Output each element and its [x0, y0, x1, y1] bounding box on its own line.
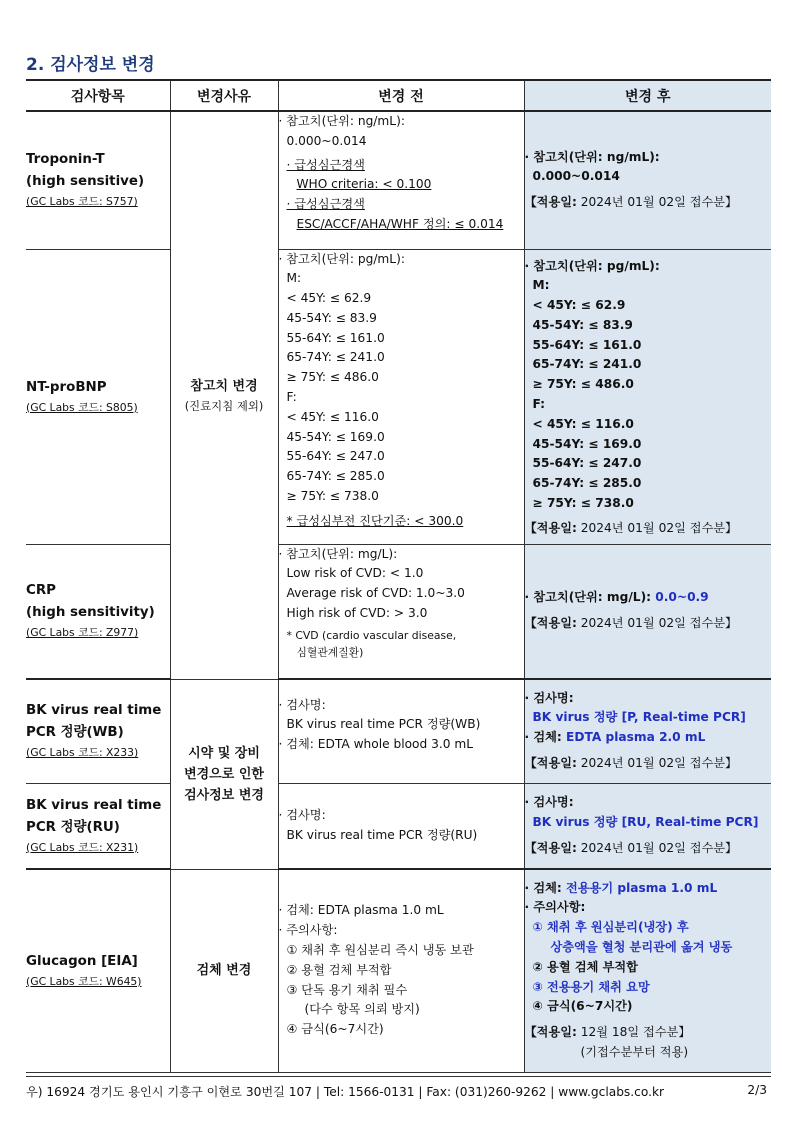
- footer-divider: [26, 1076, 771, 1077]
- item-cell: [26, 869, 170, 1072]
- item-code: (GC Labs 코드: S757): [26, 195, 138, 209]
- item-cell: [26, 249, 170, 544]
- item-name: Troponin-T: [26, 152, 105, 168]
- before-note: * CVD (cardio vascular disease,: [286, 628, 457, 642]
- table-row: [26, 249, 771, 544]
- after-value-line: ≥ 75Y: ≤ 486.0: [532, 377, 634, 392]
- apply-text: 2024년 01월 02일 접수분】: [576, 756, 738, 771]
- after-value-line: < 45Y: ≤ 116.0: [532, 416, 634, 431]
- apply-date: [525, 519, 772, 539]
- after-line: · 주의사항:: [524, 900, 586, 915]
- before-line: · 검체: EDTA plasma 1.0 mL: [278, 903, 444, 918]
- after-line: ② 용혈 검체 부적합: [532, 959, 638, 974]
- before-line: ≥ 75Y: ≤ 738.0: [286, 489, 379, 504]
- after-line: · 참고치(단위: ng/mL):: [524, 149, 660, 164]
- footer: [26, 1083, 771, 1100]
- page-number: 2/3: [747, 1083, 767, 1097]
- table-row: [26, 111, 771, 249]
- before-line: · 검사명:: [278, 697, 326, 712]
- apply-label: 【적용일:: [524, 520, 577, 535]
- before-note: 심혈관계질환): [296, 645, 364, 659]
- before-line: ① 채취 후 원심분리 즉시 냉동 보관: [286, 943, 474, 958]
- before-line: Average risk of CVD: 1.0~3.0: [286, 586, 465, 601]
- table-row: [26, 783, 771, 869]
- table-row: [26, 679, 771, 783]
- apply-text: 2024년 01월 02일 접수분】: [576, 616, 738, 631]
- item-name-sub: PCR 정량(WB): [26, 725, 124, 741]
- apply-text: 2024년 01월 02일 접수분】: [576, 520, 738, 535]
- reason-line: 검사정보 변경: [184, 787, 264, 803]
- after-value-line: 45-54Y: ≤ 83.9: [532, 317, 633, 332]
- apply-date: [525, 193, 772, 213]
- after-value-line: 65-74Y: ≤ 285.0: [532, 476, 642, 491]
- after-value: BK virus 정량 [P, Real-time PCR]: [532, 710, 746, 725]
- header-reason: 변경사유: [170, 80, 278, 111]
- item-cell: [26, 679, 170, 783]
- before-cell: [278, 544, 524, 679]
- after-value-line: 55-64Y: ≤ 161.0: [532, 337, 642, 352]
- after-value-line: F:: [532, 397, 546, 412]
- before-line: ③ 단독 용기 채취 필수: [286, 982, 408, 997]
- item-code: (GC Labs 코드: X231): [26, 840, 139, 854]
- before-line: (다수 항목 의뢰 방지): [304, 1002, 420, 1017]
- before-line: · 검사명:: [278, 807, 326, 822]
- after-cell: [524, 544, 771, 679]
- before-line: 0.000~0.014: [286, 133, 367, 148]
- apply-text: 2024년 01월 02일 접수분】: [576, 195, 738, 210]
- after-value-line: 65-74Y: ≤ 241.0: [532, 357, 642, 372]
- after-value: 전용용기 plasma 1.0 mL: [566, 880, 718, 895]
- reason-cell: [170, 111, 278, 679]
- apply-date: [525, 614, 772, 634]
- apply-label: 【적용일:: [524, 195, 577, 210]
- after-value-line: 55-64Y: ≤ 247.0: [532, 456, 642, 471]
- before-line: 45-54Y: ≤ 83.9: [286, 310, 377, 325]
- header-before: 변경 전: [278, 80, 524, 111]
- before-line: M:: [286, 271, 302, 286]
- after-line: [525, 728, 772, 748]
- reason-line: 시약 및 장비: [188, 745, 260, 761]
- after-value: BK virus 정량 [RU, Real-time PCR]: [532, 814, 759, 829]
- item-code: (GC Labs 코드: S805): [26, 400, 138, 414]
- after-cell: [524, 783, 771, 869]
- apply-label: 【적용일:: [524, 616, 577, 631]
- after-cell: [524, 111, 771, 249]
- before-line: · 주의사항:: [278, 923, 338, 938]
- before-cell: [278, 679, 524, 783]
- after-value-line: 45-54Y: ≤ 169.0: [532, 436, 642, 451]
- apply-text: 2024년 01월 02일 접수분】: [576, 840, 738, 855]
- before-line: WHO criteria: < 0.100: [296, 177, 432, 192]
- before-cell: [278, 869, 524, 1072]
- before-cell: [278, 249, 524, 544]
- after-line: [525, 879, 772, 899]
- after-value-line: < 45Y: ≤ 62.9: [532, 298, 626, 313]
- before-line: High risk of CVD: > 3.0: [286, 605, 428, 620]
- before-line: ② 용혈 검체 부적합: [286, 962, 392, 977]
- table-row: [26, 869, 771, 1072]
- before-line: BK virus real time PCR 정량(RU): [286, 827, 478, 842]
- after-cell: [524, 249, 771, 544]
- apply-label: 【적용일:: [524, 1025, 577, 1040]
- after-label: · 검체:: [524, 880, 567, 895]
- before-line: 55-64Y: ≤ 247.0: [286, 449, 385, 464]
- before-line: Low risk of CVD: < 1.0: [286, 566, 424, 581]
- after-line: · 참고치(단위: pg/mL):: [524, 258, 660, 273]
- after-value-line: ≥ 75Y: ≤ 738.0: [532, 496, 634, 511]
- before-cell: [278, 111, 524, 249]
- before-cell: [278, 783, 524, 869]
- before-line: ESC/ACCF/AHA/WHF 정의: ≤ 0.014: [296, 216, 504, 231]
- reason-main: 참고치 변경: [190, 378, 258, 394]
- before-line: < 45Y: ≤ 116.0: [286, 409, 379, 424]
- before-line: ≥ 75Y: ≤ 486.0: [286, 370, 379, 385]
- item-name: BK virus real time: [26, 703, 162, 719]
- section-title: 2. 검사정보 변경: [26, 55, 155, 75]
- reason-cell: [170, 869, 278, 1072]
- before-line: · 참고치(단위: pg/mL):: [278, 251, 405, 266]
- footer-address: 우) 16924 경기도 용인시 기흥구 이현로 30번길 107 | Tel: 1566-0131 | Fax: (031)260-9262 | www.gclabs.co.kr: [26, 1085, 665, 1099]
- apply-label: 【적용일:: [524, 840, 577, 855]
- item-name: Glucagon [EIA]: [26, 953, 138, 969]
- apply-note: (기접수분부터 적용): [580, 1045, 689, 1060]
- after-line: ④ 금식(6~7시간): [532, 999, 633, 1014]
- before-line: < 45Y: ≤ 62.9: [286, 291, 372, 306]
- after-cell: [524, 679, 771, 783]
- reason-sub: (진료지침 제외): [184, 398, 264, 413]
- before-line: · 급성심근경색: [286, 157, 365, 172]
- before-line: ④ 금식(6~7시간): [286, 1022, 384, 1037]
- after-value: 0.0~0.9: [655, 590, 709, 605]
- before-line: 55-64Y: ≤ 161.0: [286, 330, 385, 345]
- item-name-sub: PCR 정량(RU): [26, 819, 120, 835]
- apply-label: 【적용일:: [524, 756, 577, 771]
- before-note: * 급성심부전 진단기준: < 300.0: [286, 513, 464, 528]
- after-value: EDTA plasma 2.0 mL: [566, 730, 706, 745]
- after-value: 상층액을 혈청 분리관에 옮겨 냉동: [550, 940, 733, 955]
- item-code: (GC Labs 코드: W645): [26, 974, 142, 988]
- apply-text: 12월 18일 접수분】: [576, 1025, 691, 1040]
- item-code: (GC Labs 코드: X233): [26, 746, 139, 760]
- before-line: 65-74Y: ≤ 285.0: [286, 469, 385, 484]
- item-code: (GC Labs 코드: Z977): [26, 626, 139, 640]
- reason-main: 검체 변경: [196, 963, 252, 978]
- header-after: 변경 후: [524, 80, 771, 111]
- before-line: · 참고치(단위: ng/mL):: [278, 114, 405, 128]
- item-name-sub: (high sensitive): [26, 174, 145, 190]
- after-value: ① 채취 후 원심분리(냉장) 후: [532, 920, 689, 935]
- reason-cell: [170, 679, 278, 869]
- item-cell: [26, 783, 170, 869]
- apply-date: [525, 754, 772, 774]
- apply-date: [525, 1023, 772, 1043]
- item-name: CRP: [26, 583, 56, 599]
- before-line: · 참고치(단위: mg/L):: [278, 546, 398, 561]
- after-line: · 검사명:: [524, 795, 574, 810]
- reason-line: 변경으로 인한: [184, 766, 264, 782]
- before-line: · 급성심근경색: [286, 197, 365, 212]
- table-row: [26, 544, 771, 679]
- test-change-table: [26, 79, 771, 1073]
- apply-date: [525, 839, 772, 859]
- before-line: BK virus real time PCR 정량(WB): [286, 717, 481, 732]
- after-label: · 검체:: [524, 730, 567, 745]
- item-name: BK virus real time: [26, 797, 162, 813]
- header-item: 검사항목: [26, 80, 170, 111]
- after-cell: [524, 869, 771, 1072]
- item-cell: [26, 111, 170, 249]
- after-value: ③ 전용용기 채취 요망: [532, 979, 650, 994]
- before-line: 45-54Y: ≤ 169.0: [286, 429, 385, 444]
- before-line: F:: [286, 390, 297, 405]
- after-value-line: M:: [532, 278, 550, 293]
- item-name: NT-proBNP: [26, 379, 107, 395]
- item-name-sub: (high sensitivity): [26, 605, 155, 621]
- table-header-row: [26, 80, 771, 111]
- before-line: · 검체: EDTA whole blood 3.0 mL: [278, 737, 474, 752]
- after-line: 0.000~0.014: [532, 169, 620, 184]
- item-cell: [26, 544, 170, 679]
- after-label: · 참고치(단위: mg/L):: [524, 590, 656, 605]
- after-line: · 검사명:: [524, 690, 574, 705]
- before-line: 65-74Y: ≤ 241.0: [286, 350, 385, 365]
- after-line: [525, 588, 772, 608]
